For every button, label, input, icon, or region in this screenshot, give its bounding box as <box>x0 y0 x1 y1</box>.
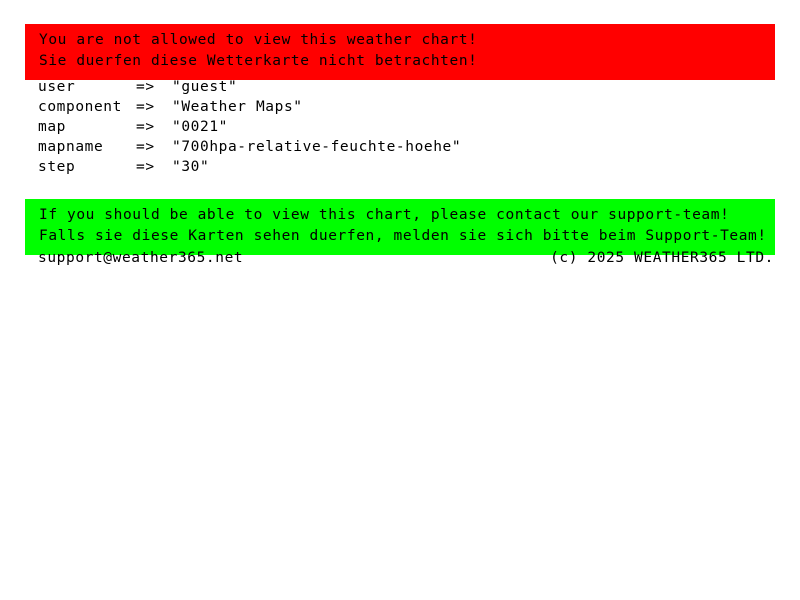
parameter-arrow: => <box>136 159 155 175</box>
parameter-value: "guest" <box>172 79 238 95</box>
error-banner-line-de: Sie duerfen diese Wetterkarte nicht betrachten! <box>39 53 478 69</box>
support-email-link[interactable]: support@weather365.net <box>38 250 244 266</box>
parameter-list <box>38 79 461 179</box>
info-banner <box>25 199 775 255</box>
parameter-key: component <box>38 99 122 115</box>
parameter-key: map <box>38 119 66 135</box>
parameter-row-component <box>38 99 461 119</box>
info-banner-line-en: If you should be able to view this chart, please contact our support-team! <box>39 207 730 223</box>
parameter-key: step <box>38 159 76 175</box>
parameter-key: user <box>38 79 76 95</box>
parameter-row-step <box>38 159 461 179</box>
parameter-value: "700hpa-relative-feuchte-hoehe" <box>172 139 462 155</box>
error-banner-line-en: You are not allowed to view this weather chart! <box>39 32 478 48</box>
parameter-key: mapname <box>38 139 104 155</box>
parameter-value: "0021" <box>172 119 228 135</box>
parameter-arrow: => <box>136 139 155 155</box>
info-banner-line-de: Falls sie diese Karten sehen duerfen, melden sie sich bitte beim Support-Team! <box>39 228 767 244</box>
parameter-arrow: => <box>136 79 155 95</box>
copyright-text: (c) 2025 WEATHER365 LTD. <box>550 250 774 266</box>
parameter-row-map <box>38 119 461 139</box>
parameter-arrow: => <box>136 119 155 135</box>
parameter-arrow: => <box>136 99 155 115</box>
error-banner <box>25 24 775 80</box>
page-footer <box>38 250 774 266</box>
parameter-value: "30" <box>172 159 210 175</box>
parameter-value: "Weather Maps" <box>172 99 303 115</box>
parameter-row-mapname <box>38 139 461 159</box>
parameter-row-user <box>38 79 461 99</box>
